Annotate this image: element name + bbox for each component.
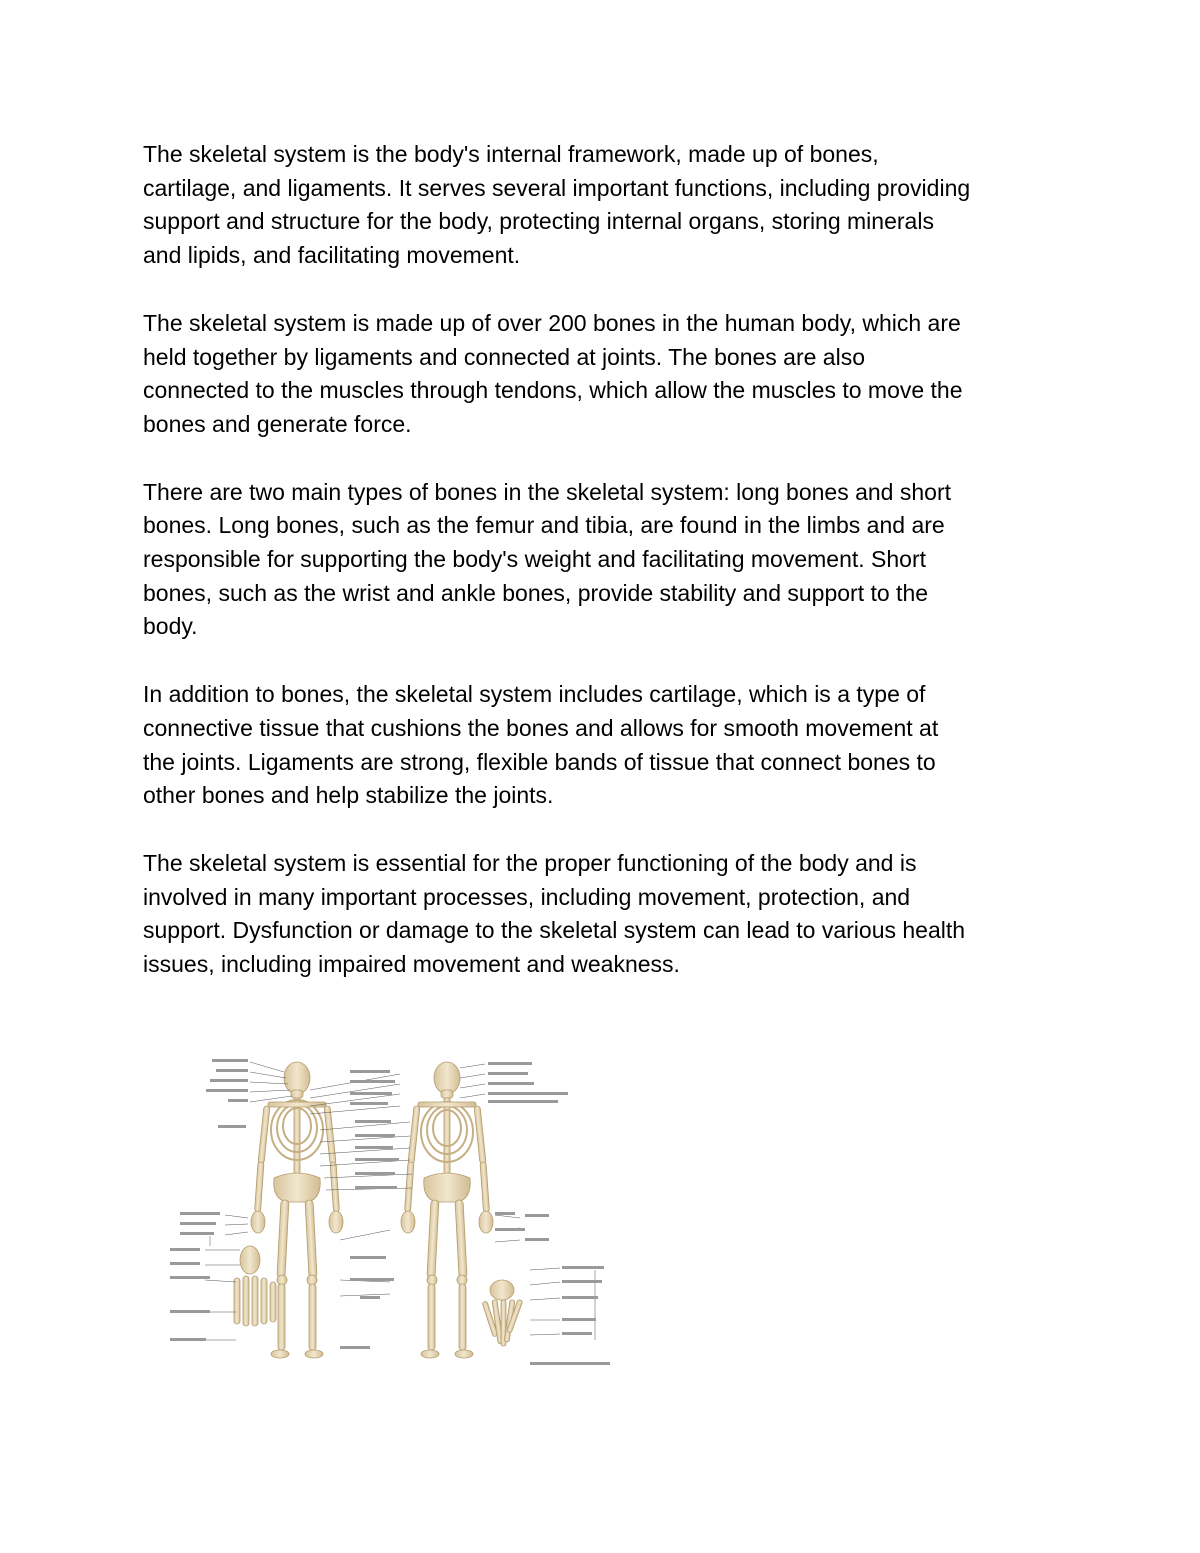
document-body: [143, 138, 1068, 1016]
skeleton-diagram-svg: [150, 1050, 620, 1370]
skeleton-illustration: [150, 1050, 620, 1370]
paragraph-3: There are two main types of bones in the skeletal system: long bones and short bones. Long bones, such as the femur and tibia, are found in the limbs and are responsible for supporting the body's weight and facilitating movement. Short bones, such as the wrist and ankle bones, provide stability and support to the body.: [143, 478, 951, 640]
foot-detail: [234, 1246, 276, 1326]
posterior-skeleton: [401, 1062, 493, 1358]
paragraph-5: The skeletal system is essential for the proper functioning of the body and is involved in many important processes, including movement, protection, and support. Dysfunction or damage to the skeletal system can lead to various health issues, including impaired movement and weakness.: [143, 849, 966, 978]
paragraph-2: The skeletal system is made up of over 200 bones in the human body, which are held together by ligaments and connected at joints. The bones are also connected to the muscles through tendons, which allow the muscles to move the bones and generate force.: [143, 309, 963, 437]
paragraph-1: The skeletal system is the body's internal framework, made up of bones, cartilage, and ligaments. It serves several important functions, including providing support and structure for the body, protecting internal organs, storing minerals and lipids, and facilitating movement.: [143, 141, 971, 269]
paragraph-4: In addition to bones, the skeletal system includes cartilage, which is a type of connective tissue that cushions the bones and allows for smooth movement at the joints. Ligaments are strong, flexible bands of tissue that connect bones to other bones and help stabilize the joints.: [143, 681, 939, 809]
hand-detail: [482, 1280, 523, 1346]
